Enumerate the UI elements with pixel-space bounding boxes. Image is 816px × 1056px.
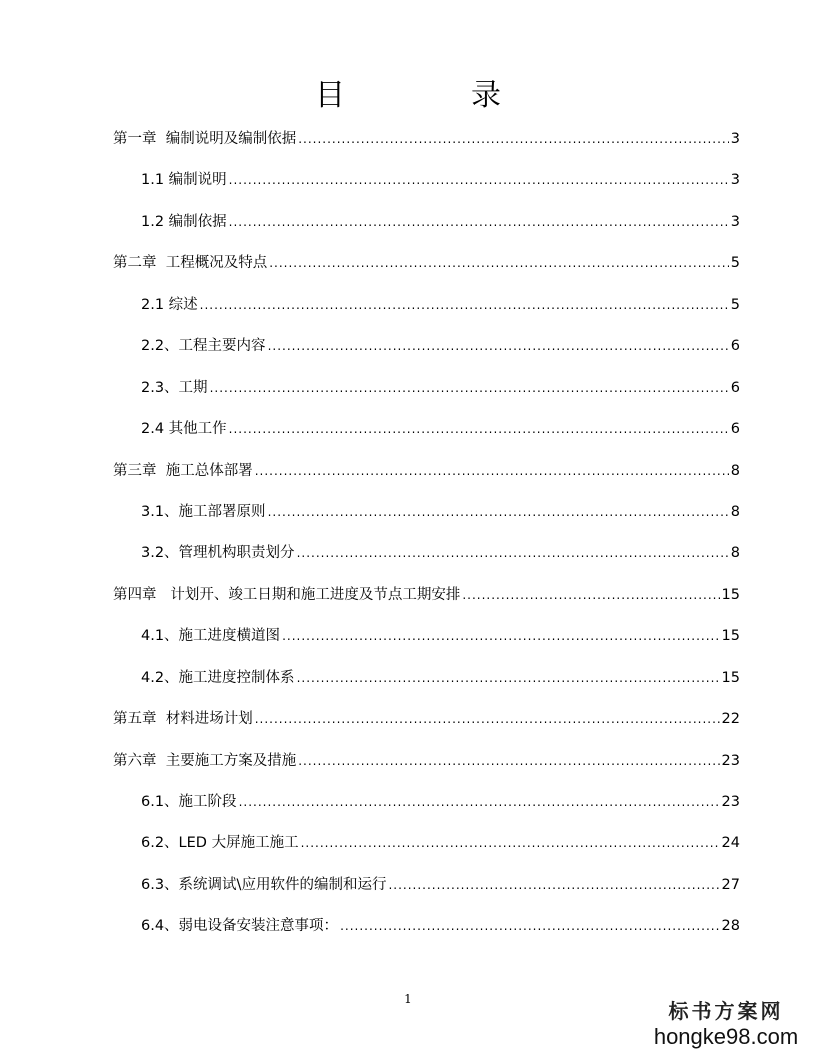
toc-entry-label: 2.1 综述 (141, 296, 198, 313)
toc-entry-chapter-6[interactable] (113, 749, 740, 790)
toc-dot-leader (462, 583, 719, 607)
toc-dot-leader (297, 666, 720, 690)
toc-dot-leader (297, 541, 729, 565)
toc-entry-section-3-1[interactable] (113, 500, 740, 541)
toc-entry-label: 3.2、管理机构职责划分 (141, 545, 295, 562)
table-of-contents (113, 127, 740, 956)
toc-entry-label: 第五章 材料进场计划 (113, 711, 253, 728)
watermark (646, 998, 806, 1050)
toc-entry-section-2-3[interactable] (113, 376, 740, 417)
toc-entry-section-3-2[interactable] (113, 541, 740, 582)
toc-entry-label: 3.1、施工部署原则 (141, 503, 266, 520)
toc-dot-leader (255, 707, 720, 731)
toc-dot-leader (298, 127, 729, 151)
toc-dot-leader (200, 293, 729, 317)
toc-entry-label: 2.2、工程主要内容 (141, 338, 266, 355)
toc-dot-leader (301, 831, 720, 855)
toc-entry-section-6-3[interactable] (113, 873, 740, 914)
watermark-name: 标书方案网 (668, 999, 784, 1023)
toc-entry-page: 5 (730, 255, 740, 272)
toc-dot-leader (239, 790, 720, 814)
toc-entry-page: 15 (721, 628, 740, 645)
toc-entry-chapter-4[interactable] (113, 583, 740, 624)
toc-entry-chapter-1[interactable] (113, 127, 740, 168)
toc-entry-label: 第六章 主要施工方案及措施 (113, 752, 297, 769)
toc-entry-label: 1.1 编制说明 (141, 172, 227, 189)
toc-entry-page: 5 (730, 296, 740, 313)
toc-dot-leader (268, 500, 729, 524)
toc-entry-section-1-2[interactable] (113, 210, 740, 251)
toc-entry-page: 6 (730, 379, 740, 396)
toc-entry-page: 28 (721, 918, 740, 935)
toc-dot-leader (340, 914, 719, 938)
toc-entry-label: 2.4 其他工作 (141, 421, 227, 438)
toc-entry-page: 8 (730, 545, 740, 562)
toc-dot-leader (210, 376, 729, 400)
toc-entry-page: 6 (730, 421, 740, 438)
toc-dot-leader (298, 749, 719, 773)
page-title: 目 录 (315, 78, 549, 113)
toc-entry-page: 23 (721, 794, 740, 810)
toc-entry-label: 第二章 工程概况及特点 (113, 255, 268, 272)
toc-entry-section-1-1[interactable] (113, 168, 740, 209)
toc-entry-page: 3 (730, 213, 740, 230)
toc-entry-label: 第一章 编制说明及编制依据 (113, 131, 297, 147)
toc-entry-page: 27 (721, 876, 740, 893)
toc-entry-label: 2.3、工期 (141, 379, 208, 396)
toc-entry-section-2-4[interactable] (113, 417, 740, 458)
toc-entry-label: 6.4、弱电设备安装注意事项： (141, 918, 339, 935)
toc-dot-leader (229, 210, 729, 234)
toc-entry-page: 24 (721, 835, 740, 852)
toc-entry-page: 3 (730, 172, 740, 189)
toc-entry-label: 4.2、施工进度控制体系 (141, 669, 295, 686)
toc-dot-leader (388, 873, 719, 897)
toc-entry-page: 15 (721, 669, 740, 686)
toc-entry-section-6-4[interactable] (113, 914, 740, 955)
toc-entry-chapter-5[interactable] (113, 707, 740, 748)
toc-dot-leader (229, 417, 729, 441)
page-number: 1 (404, 992, 412, 1006)
toc-entry-section-4-1[interactable] (113, 624, 740, 665)
toc-dot-leader (282, 624, 719, 648)
toc-entry-page: 22 (721, 711, 740, 728)
toc-entry-label: 第三章 施工总体部署 (113, 462, 253, 479)
toc-entry-label: 1.2 编制依据 (141, 213, 227, 230)
toc-dot-leader (229, 168, 729, 192)
toc-entry-label: 6.1、施工阶段 (141, 794, 237, 810)
toc-entry-chapter-3[interactable] (113, 459, 740, 500)
toc-entry-section-6-1[interactable] (113, 790, 740, 831)
toc-entry-label: 4.1、施工进度横道图 (141, 628, 281, 645)
toc-entry-page: 6 (730, 338, 740, 355)
toc-entry-label: 第四章 计划开、竣工日期和施工进度及节点工期安排 (113, 586, 461, 603)
toc-entry-label: 6.3、系统调试\应用软件的编制和运行 (141, 876, 387, 893)
toc-entry-page: 8 (730, 503, 740, 520)
watermark-url: hongke98.com (653, 1024, 799, 1049)
toc-entry-section-4-2[interactable] (113, 666, 740, 707)
toc-entry-page: 23 (721, 752, 740, 769)
toc-dot-leader (269, 251, 729, 275)
toc-entry-section-2-1[interactable] (113, 293, 740, 334)
toc-dot-leader (255, 459, 729, 483)
toc-entry-page: 3 (730, 131, 740, 147)
toc-entry-chapter-2[interactable] (113, 251, 740, 292)
toc-entry-page: 8 (730, 462, 740, 479)
toc-entry-page: 15 (721, 586, 740, 603)
toc-entry-section-2-2[interactable] (113, 334, 740, 375)
toc-entry-section-6-2[interactable] (113, 831, 740, 872)
toc-entry-label: 6.2、LED 大屏施工施工 (141, 835, 299, 852)
toc-dot-leader (268, 334, 729, 358)
